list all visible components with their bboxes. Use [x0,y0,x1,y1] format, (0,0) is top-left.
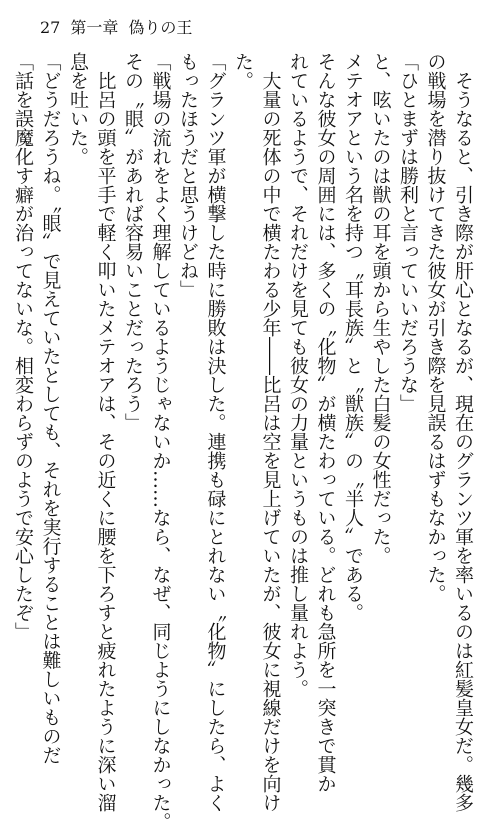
page-number: 27 [40,18,61,37]
text-line: 比呂の頭を平手で軽く叩いたメテオアは、その近くに腰を下ろすと疲れたように深い溜 [94,71,117,812]
text-line: 大量の死体の中で横たわる少年――比呂は空を見上げていたが、彼女に視線だけを向け [259,71,282,812]
text-line: れているようで、それだけを見ても彼女の力量というものは推し量れよう。 [287,52,309,698]
text-line: そうなると、引き際が肝心となるが、現在のグランツ軍を率いるのは紅髪皇女だ。幾多 [452,71,474,812]
page-header [40,16,192,40]
text-line: もったほうだと思うけどね」 [177,52,199,299]
text-line: メテオアという名を持つ〝耳長族〟と〝獣族〟の〝半人〟である。 [342,52,364,622]
text-line: 「ひとまずは勝利と言っていいだろうな」 [397,52,419,413]
text-line: そんな彼女の周囲には、多くの〝化物〟が横たわっている。どれも急所を一突きで貫か [314,52,337,793]
text-line: と、呟いたのは獣の耳を頭から生やした白髪の女性だった。 [369,52,392,565]
chapter-label: 第一章 [70,18,119,37]
text-line: 「話を誤魔化す癖が治ってないな。相変わらずのようで安心したぞ」 [12,52,34,641]
text-line: 息を吐いた。 [67,52,89,166]
text-line: 「戦場の流れをよく理解しているようじゃないか……なら、なぜ、同じようにしなかった。 [149,52,172,831]
text-line: の戦場を潜り抜けてきた彼女が引き際を見誤るはずもなかった。 [424,52,447,603]
text-line: 「どうだろうね。〝眼〟で見えていたとしても、それを実行することは難しいものだ [39,52,62,765]
text-line: 「グランツ軍が横撃した時に勝敗は決した。連携も碌にとれない〝化物〟にしたら、よく [204,52,227,812]
novel-body-text [12,52,476,831]
text-line: その〝眼〟があれば容易いことだったろう」 [122,52,144,432]
chapter-title: 偽りの王 [128,18,193,37]
text-line: た。 [232,52,254,90]
